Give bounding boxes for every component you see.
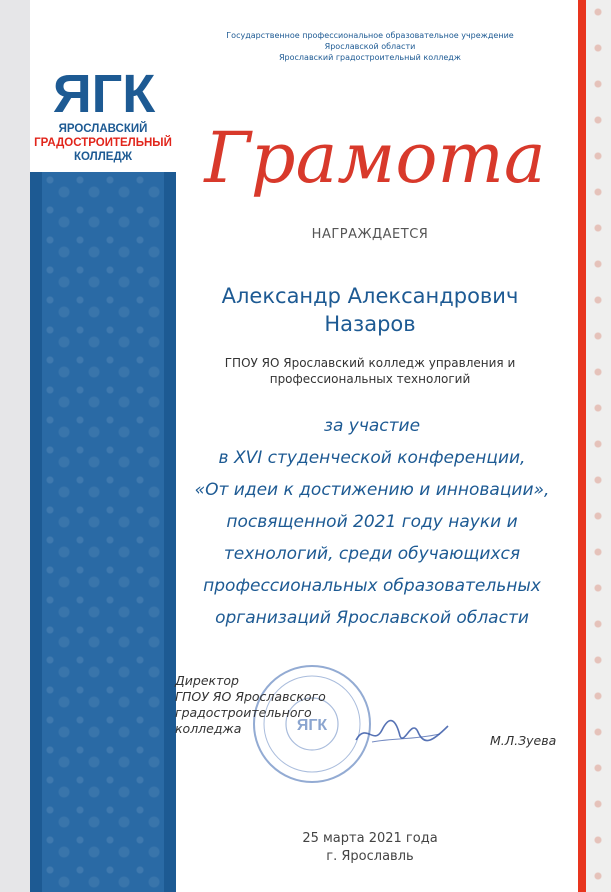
institution-line-1: Государственное профессиональное образовательное учреждение [226,31,514,40]
institution-line-2: Ярославской области [324,42,416,51]
right-decorative-band [578,0,611,892]
college-logo [30,0,176,172]
right-icon-pattern [586,0,611,892]
reason-line: в XVI студенческой конференции, [218,448,526,468]
awarded-label: НАГРАЖДАЕТСЯ [311,227,429,242]
signatory-title [175,673,375,737]
date-line: 25 марта 2021 года [302,831,438,846]
reason-line: «От идеи к достижению и инновации», [194,480,550,500]
reason-line: организаций Ярославской области [215,608,529,628]
institution-line-3: Ярославский градостроительный колледж [279,53,461,62]
logo-caption [30,122,176,164]
signatory-line-1: Директор [175,673,239,688]
recipient-line-1: Александр Александрович [221,284,519,308]
organization-line-1: ГПОУ ЯО Ярославский колледж управления и [224,356,516,370]
left-grey-strip [0,0,30,892]
logo-line-3: КОЛЛЕДЖ [73,151,133,163]
stamp-center-text: ЯГК [296,717,328,734]
reason-line: профессиональных образовательных [203,576,541,596]
place-line: г. Ярославль [326,849,414,864]
logo-line-1: ЯРОСЛАВСКИЙ [58,123,148,135]
recipient-line-2: Назаров [324,312,416,336]
recipient-organization [190,355,550,387]
reason-line: посвященной 2021 году науки и [226,512,518,532]
issue-date [230,830,510,866]
certificate-title [190,100,560,210]
reason-line: технологий, среди обучающихся [223,544,521,564]
signatory-line-2: ГПОУ ЯО Ярославского [175,689,326,704]
award-reason [176,410,568,634]
college-logo-mark-icon [52,62,156,124]
logo-line-2: ГРАДОСТРОИТЕЛЬНЫЙ [34,137,172,149]
certificate-title-text: Грамота [204,117,546,199]
signatory-name: М.Л.Зуева [490,733,557,748]
handwritten-signature [352,712,452,752]
organization-line-2: профессиональных технологий [269,372,471,386]
institution-header [200,30,540,63]
left-icon-pattern [42,172,164,892]
reason-line: за участие [323,416,421,436]
signatory-line-4: колледжа [175,721,242,736]
recipient-name [180,282,560,338]
signatory-line-3: градостроительного [175,705,312,720]
logo-mark-text: ЯГК [52,64,156,124]
right-red-strip [578,0,586,892]
